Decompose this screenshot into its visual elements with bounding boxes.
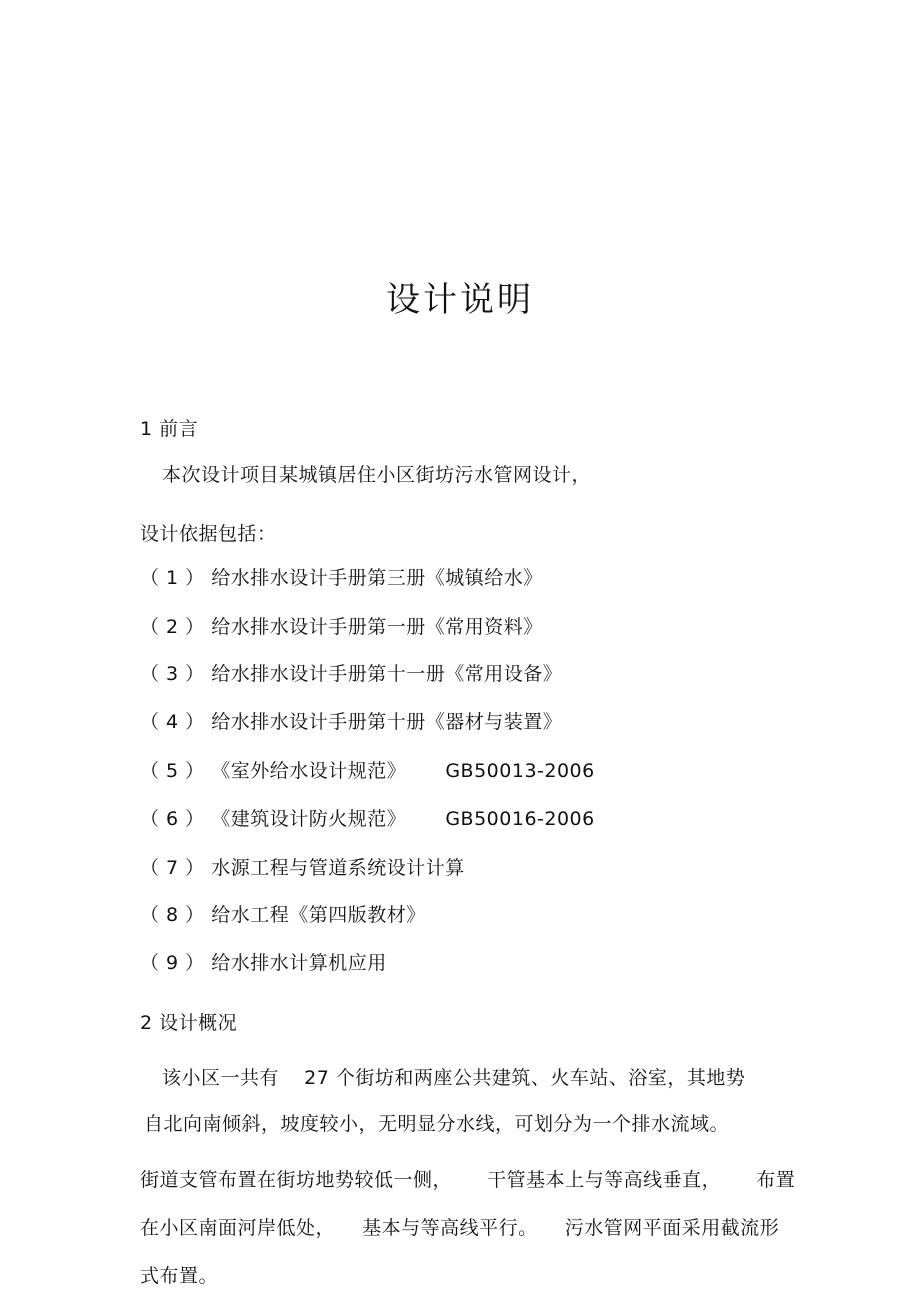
overview-text: 该小区一共有: [162, 1067, 280, 1089]
reference-text: 给水排水设计手册第十一册《常用设备》: [211, 663, 563, 685]
overview-text: 街道支管布置在街坊地势较低一侧，: [140, 1169, 453, 1191]
reference-standard-code: GB50013-2006: [445, 760, 595, 782]
reference-item-5: [140, 759, 595, 783]
reference-number: （ 4 ）: [140, 711, 205, 733]
reference-number: （ 1 ）: [140, 567, 205, 589]
reference-number: （ 9 ）: [140, 952, 205, 974]
section-2-heading: 2 设计概况: [140, 1012, 238, 1034]
reference-text: 水源工程与管道系统设计计算: [211, 857, 465, 879]
overview-text: 在小区南面河岸低处，: [140, 1217, 336, 1239]
overview-paragraph-1-line-2: 自北向南倾斜，坡度较小，无明显分水线，可划分为一个排水流域。: [144, 1113, 730, 1135]
reference-text: 给水排水设计手册第三册《城镇给水》: [211, 567, 543, 589]
reference-item-2: [140, 615, 543, 639]
overview-text: 个街坊和两座公共建筑、火车站、浴室，其地势: [335, 1067, 746, 1089]
reference-item-3: [140, 662, 562, 686]
block-count: 27: [304, 1067, 330, 1089]
section-1-intro: 本次设计项目某城镇居住小区街坊污水管网设计，: [162, 464, 592, 486]
reference-text: 《室外给水设计规范》: [211, 760, 407, 782]
reference-number: （ 3 ）: [140, 663, 205, 685]
overview-paragraph-1-line-1: [162, 1066, 745, 1090]
overview-text: 干管基本上与等高线垂直，: [487, 1169, 722, 1191]
reference-item-1: [140, 566, 543, 590]
reference-number: （ 5 ）: [140, 760, 205, 782]
section-1-heading: 1 前言: [140, 418, 199, 440]
overview-text: 布置: [756, 1169, 796, 1191]
reference-item-6: [140, 807, 595, 831]
overview-text: 基本与等高线平行。: [362, 1217, 538, 1239]
reference-number: （ 6 ）: [140, 808, 205, 830]
reference-standard-code: GB50016-2006: [445, 808, 595, 830]
reference-text: 给水排水设计手册第十册《器材与装置》: [211, 711, 563, 733]
overview-paragraph-2-line-2: [140, 1216, 779, 1240]
overview-paragraph-2-line-3: 式布置。: [140, 1265, 219, 1287]
basis-label: 设计依据包括：: [140, 523, 277, 545]
reference-item-8: [140, 903, 426, 927]
reference-number: （ 7 ）: [140, 857, 205, 879]
reference-item-4: [140, 710, 562, 734]
document-title: 设计说明: [386, 280, 534, 320]
overview-paragraph-2-line-1: [140, 1168, 795, 1192]
reference-item-9: [140, 951, 387, 975]
reference-number: （ 8 ）: [140, 904, 205, 926]
reference-text: 《建筑设计防火规范》: [211, 808, 407, 830]
reference-text: 给水排水设计手册第一册《常用资料》: [211, 616, 543, 638]
reference-text: 给水排水计算机应用: [211, 952, 387, 974]
reference-item-7: [140, 856, 465, 880]
reference-number: （ 2 ）: [140, 616, 205, 638]
overview-text: 污水管网平面采用截流形: [564, 1217, 780, 1239]
reference-text: 给水工程《第四版教材》: [211, 904, 426, 926]
